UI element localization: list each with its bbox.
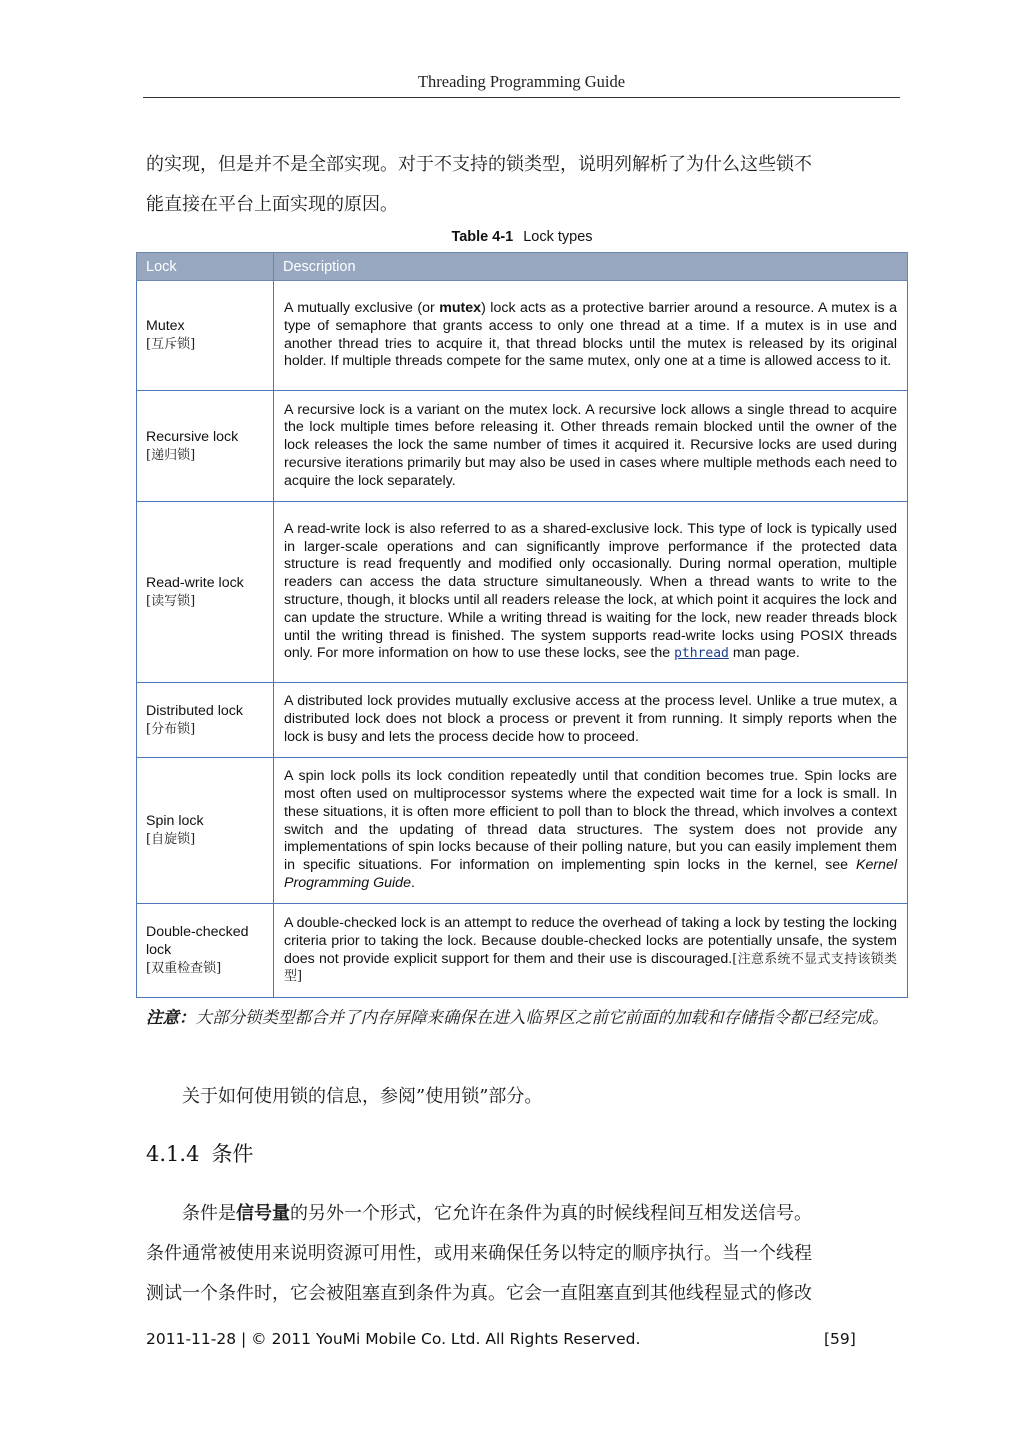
note-label: 注意： xyxy=(146,1008,196,1027)
lock-name-cell xyxy=(137,391,274,502)
description-text: A mutually exclusive (or xyxy=(284,299,440,316)
footer-page-number: [59] xyxy=(824,1330,856,1348)
table-row xyxy=(137,683,908,758)
lock-name-cell xyxy=(137,904,274,998)
lock-name-zh: [分布锁] xyxy=(146,721,196,737)
lock-name-zh: [递归锁] xyxy=(146,447,196,463)
lock-name: Mutex xyxy=(146,318,185,334)
column-header-lock: Lock xyxy=(137,253,274,281)
table-caption xyxy=(136,229,908,245)
lock-name-cell xyxy=(137,502,274,683)
lock-name: Recursive lock xyxy=(146,428,239,445)
lock-description-cell xyxy=(274,904,908,998)
section-title: 条件 xyxy=(211,1142,254,1166)
lock-name-cell xyxy=(137,758,274,904)
conditions-text: 条件是 xyxy=(182,1203,236,1224)
table-row xyxy=(137,391,908,502)
intro-line-2: 能直接在平台上面实现的原因。 xyxy=(146,194,398,215)
lock-name-zh: [自旋锁] xyxy=(146,832,196,847)
section-number: 4.1.4 xyxy=(146,1142,200,1166)
lock-description-cell xyxy=(274,683,908,758)
lock-name: Read-write lock xyxy=(146,574,244,591)
lock-name: Spin lock xyxy=(146,813,204,829)
lock-types-table xyxy=(136,252,908,998)
intro-paragraph xyxy=(146,145,900,225)
pthread-man-page-link[interactable]: pthread xyxy=(674,646,729,662)
conditions-line-3: 测试一个条件时，它会被阻塞直到条件为真。它会一直阻塞直到其他线程显式的修改 xyxy=(146,1283,812,1304)
lock-description-cell xyxy=(274,758,908,904)
column-header-description: Description xyxy=(274,253,908,281)
table-caption-label: Table 4-1 xyxy=(451,229,514,245)
semaphore-term: 信号量 xyxy=(236,1203,290,1224)
lock-description-cell xyxy=(274,502,908,683)
lock-name: Distributed lock xyxy=(146,702,243,719)
usage-paragraph: 关于如何使用锁的信息，参阅”使用锁”部分。 xyxy=(182,1086,543,1107)
kernel-guide-title: Kernel Programming Guide xyxy=(284,857,897,891)
description-text: ) lock acts as a protective barrier around a resource. A mutex is a type of semaphore that grants access to only one thread at a time. If a mutex is in use and another thread tries to acquire it, that thread blocks until the mutex is released by its original holder. If multiple threads compete for the same mutex, only one at a time is allowed access to it. xyxy=(284,299,897,370)
lock-name-cell xyxy=(137,281,274,391)
conditions-line-2: 条件通常被使用来说明资源可用性，或用来确保任务以特定的顺序执行。当一个线程 xyxy=(146,1243,812,1264)
conditions-paragraph xyxy=(146,1194,900,1314)
lock-name-zh: [读写锁] xyxy=(146,593,196,609)
description-text: man page. xyxy=(728,645,800,662)
lock-name-zh: [互斥锁] xyxy=(146,337,196,352)
lock-name: Double-checked lock xyxy=(146,924,249,958)
description-bold-term: mutex xyxy=(439,299,482,316)
description-text: A spin lock polls its lock condition repeatedly until that condition becomes true. Spin locks are most often used on multiprocessor systems where the expected wait time for a lock is small. In these situations, it is often more efficient to poll than to block the thread, which involves a context switch and the updating of thread data structures. The system does not provide any implementations of spin locks because of their polling nature, but you can easily implement them in specific situations. For information on implementing spin locks in the kernel, see xyxy=(284,768,897,874)
lock-description-cell xyxy=(274,391,908,502)
note-paragraph xyxy=(146,999,900,1037)
description-text: A read-write lock is also referred to as a shared-exclusive lock. This type of lock is typically used in larger-scale operations and can significantly improve performance if the protected data structure is read frequently and modified only occasionally. During normal operation, multiple readers can access the data structure simultaneously. When a thread wants to write to the structure, though, it blocks until all readers release the lock, at which point it acquires the lock and can update the structure. While a writing thread is waiting for the lock, new reader threads block until the writing thread is finished. The system supports read-write locks using POSIX threads only. For more information on how to use these locks, see the xyxy=(284,520,897,662)
table-row xyxy=(137,502,908,683)
running-header: Threading Programming Guide xyxy=(143,72,900,98)
intro-line-1: 的实现，但是并不是全部实现。对于不支持的锁类型，说明列解析了为什么这些锁不 xyxy=(146,154,812,175)
lock-name-cell xyxy=(137,683,274,758)
lock-name-zh: [双重检查锁] xyxy=(146,961,222,976)
conditions-text: 的另外一个形式，它允许在条件为真的时候线程间互相发送信号。 xyxy=(290,1203,812,1224)
table-row xyxy=(137,904,908,998)
description-text: A recursive lock is a variant on the mutex lock. A recursive lock allows a single thread to acquire the lock multiple times before releasing it. Other threads remain blocked until the owner of the lock releases the lock the same number of times it acquired it. Recursive locks are used during recursive iterations primarily but may also be used in cases where multiple methods each need to acquire the lock separately. xyxy=(284,401,897,489)
note-text: 大部分锁类型都合并了内存屏障来确保在进入临界区之前它前面的加载和存储指令都已经完成。 xyxy=(195,1008,889,1027)
section-heading xyxy=(146,1138,265,1168)
description-text: . xyxy=(410,874,415,891)
description-text: A double-checked lock is an attempt to reduce the overhead of taking a lock by testing the locking criteria prior to taking the lock. Because double-checked locks are potentially unsafe, the system does not provide explicit support for them and their use is discouraged. xyxy=(284,914,897,967)
table-row xyxy=(137,758,908,904)
lock-description-cell xyxy=(274,281,908,391)
table-caption-title: Lock types xyxy=(523,229,593,245)
table-row xyxy=(137,281,908,391)
description-note-zh: [注意系统不显式支持该锁类型] xyxy=(284,951,897,985)
description-text: A distributed lock provides mutually exclusive access at the process level. Unlike a true mutex, a distributed lock does not block a process or prevent it from running. It simply reports when the lock is busy and lets the process decide how to proceed. xyxy=(284,693,897,745)
table-header-row xyxy=(137,253,908,281)
footer-copyright: 2011-11-28 | © 2011 YouMi Mobile Co. Ltd. All Rights Reserved. xyxy=(146,1330,641,1348)
